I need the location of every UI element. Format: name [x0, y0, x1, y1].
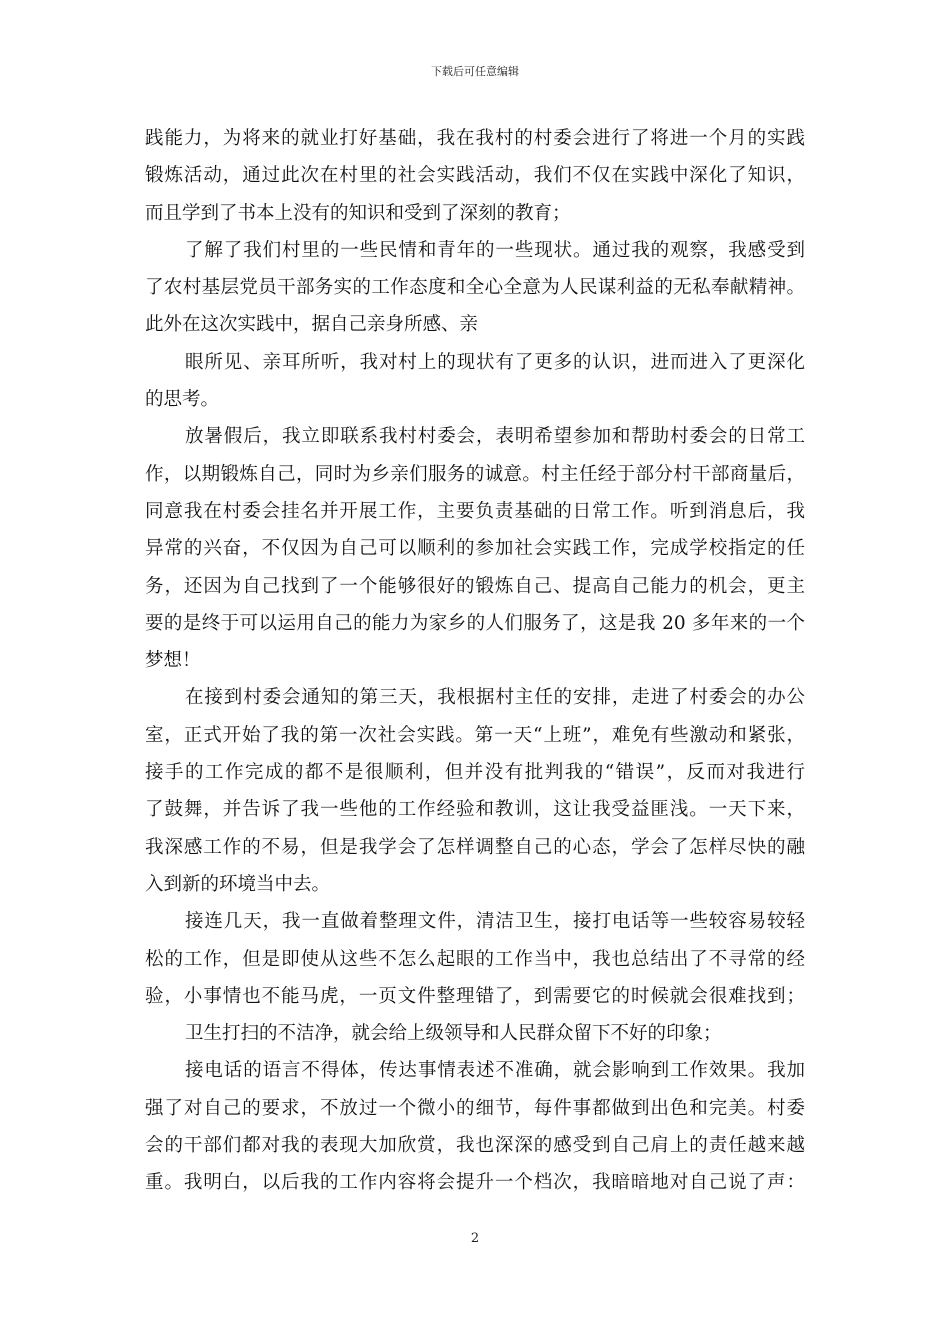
- text-line: 验，小事情也不能马虎，一页文件整理错了，到需要它的时候就会很难找到；: [145, 985, 805, 1007]
- text-line: 在接到村委会通知的第三天，我根据村主任的安排，走进了村委会的办公: [185, 687, 805, 709]
- text-line: 强了对自己的要求，不放过一个微小的细节，每件事都做到出色和完美。村委: [145, 1097, 805, 1119]
- page-number: 2: [470, 1231, 480, 1246]
- text-line: 卫生打扫的不洁净，就会给上级领导和人民群众留下不好的印象；: [185, 1023, 722, 1045]
- document-body: [145, 120, 805, 1202]
- text-line: 异常的兴奋，不仅因为自己可以顺利的参加社会实践工作，完成学校指定的任: [145, 538, 805, 560]
- text-line: 放暑假后，我立即联系我村村委会，表明希望参加和帮助村委会的日常工: [185, 426, 805, 448]
- page-header: 下载后可任意编辑: [431, 65, 519, 78]
- text-line: 要的是终于可以运用自己的能力为家乡的人们服务了，这是我 20 多年来的一个: [145, 612, 805, 634]
- text-line: 同意我在村委会挂名并开展工作，主要负责基础的日常工作。听到消息后，我: [145, 500, 805, 522]
- text-line: 锻炼活动，通过此次在村里的社会实践活动，我们不仅在实践中深化了知识，: [145, 165, 805, 187]
- text-line: 此外在这次实践中，据自己亲身所感、亲: [145, 314, 479, 336]
- text-line: 室，正式开始了我的第一次社会实践。第一天“上班”，难免有些激动和紧张，: [145, 724, 805, 746]
- text-line: 的思考。: [145, 389, 220, 411]
- text-line: 接电话的语言不得体，传达事情表述不准确，就会影响到工作效果。我加: [185, 1060, 805, 1082]
- text-line: 务，还因为自己找到了一个能够很好的锻炼自己、提高自己能力的机会，更主: [145, 575, 805, 597]
- text-line: 了农村基层党员干部务实的工作态度和全心全意为人民谋利益的无私奉献精神。: [145, 277, 805, 299]
- text-line: 作，以期锻炼自己，同时为乡亲们服务的诚意。村主任经于部分村干部商量后，: [145, 463, 805, 485]
- text-line: 重。我明白，以后我的工作内容将会提升一个档次，我暗暗地对自己说了声：: [145, 1172, 805, 1194]
- text-line: 践能力，为将来的就业打好基础，我在我村的村委会进行了将进一个月的实践: [145, 128, 805, 149]
- text-line: 松的工作，但是即使从这些不怎么起眼的工作当中，我也总结出了不寻常的经: [145, 948, 805, 970]
- text-line: 了鼓舞，并告诉了我一些他的工作经验和教训，这让我受益匪浅。一天下来，: [145, 799, 805, 821]
- text-line: 入到新的环境当中去。: [145, 873, 331, 895]
- text-line: 接连几天，我一直做着整理文件，清洁卫生，接打电话等一些较容易较轻: [185, 911, 805, 933]
- text-line: 而且学到了书本上没有的知识和受到了深刻的教育；: [145, 202, 571, 224]
- text-line: 会的干部们都对我的表现大加欣赏，我也深深的感受到自己肩上的责任越来越: [145, 1135, 805, 1157]
- text-line: 梦想！: [145, 650, 201, 672]
- text-line: 了解了我们村里的一些民情和青年的一些现状。通过我的观察，我感受到: [185, 239, 805, 261]
- text-line: 接手的工作完成的都不是很顺利，但并没有批判我的“错误”，反而对我进行: [145, 762, 805, 784]
- text-line: 我深感工作的不易，但是我学会了怎样调整自己的心态，学会了怎样尽快的融: [145, 836, 805, 858]
- text-line: 眼所见、亲耳所听，我对村上的现状有了更多的认识，进而进入了更深化: [185, 351, 805, 373]
